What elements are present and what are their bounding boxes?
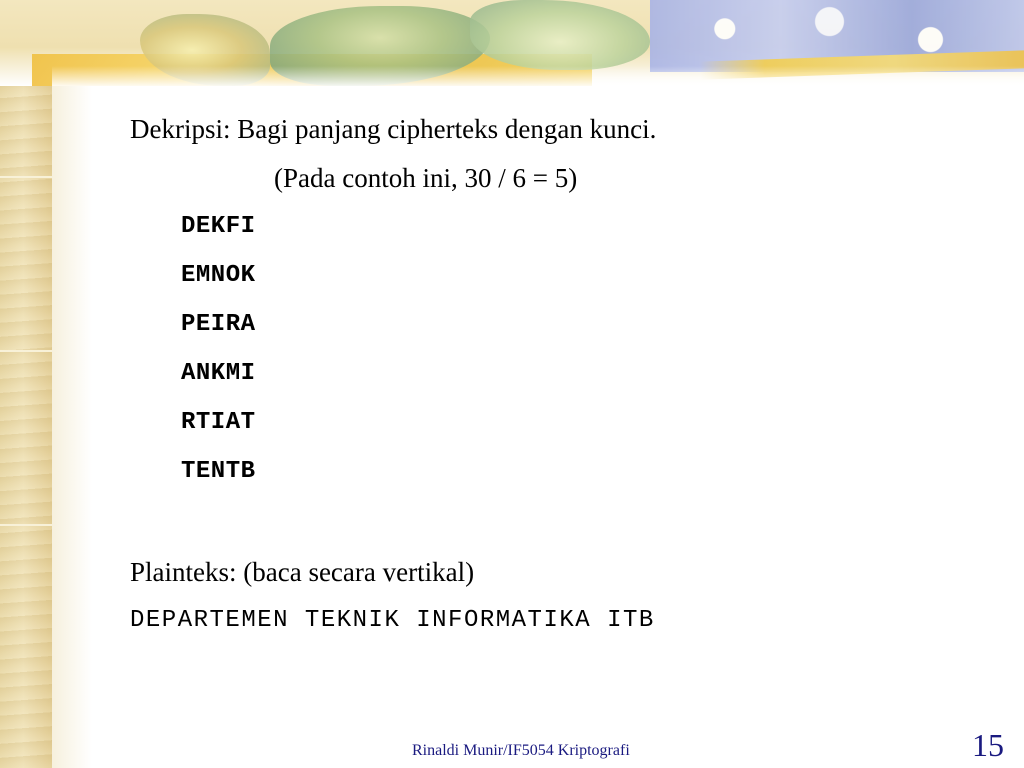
- example-calculation: (Pada contoh ini, 30 / 6 = 5): [274, 163, 578, 193]
- plaintext-value: DEPARTEMEN TEKNIK INFORMATIKA ITB: [130, 607, 655, 634]
- plaintext-label: Plainteks: (baca secara vertikal): [130, 557, 475, 587]
- cipher-row: DEKFI: [181, 213, 256, 240]
- slide-footer: Rinaldi Munir/IF5054 Kriptografi: [412, 742, 630, 759]
- cipher-row: PEIRA: [181, 311, 256, 338]
- cipher-row: EMNOK: [181, 262, 256, 289]
- cipher-row: ANKMI: [181, 360, 256, 387]
- slide-number: 15: [972, 727, 1004, 763]
- cipher-row: RTIAT: [181, 409, 256, 436]
- cipher-row: TENTB: [181, 458, 256, 485]
- decryption-instruction: Dekripsi: Bagi panjang cipherteks dengan kunci.: [130, 114, 657, 144]
